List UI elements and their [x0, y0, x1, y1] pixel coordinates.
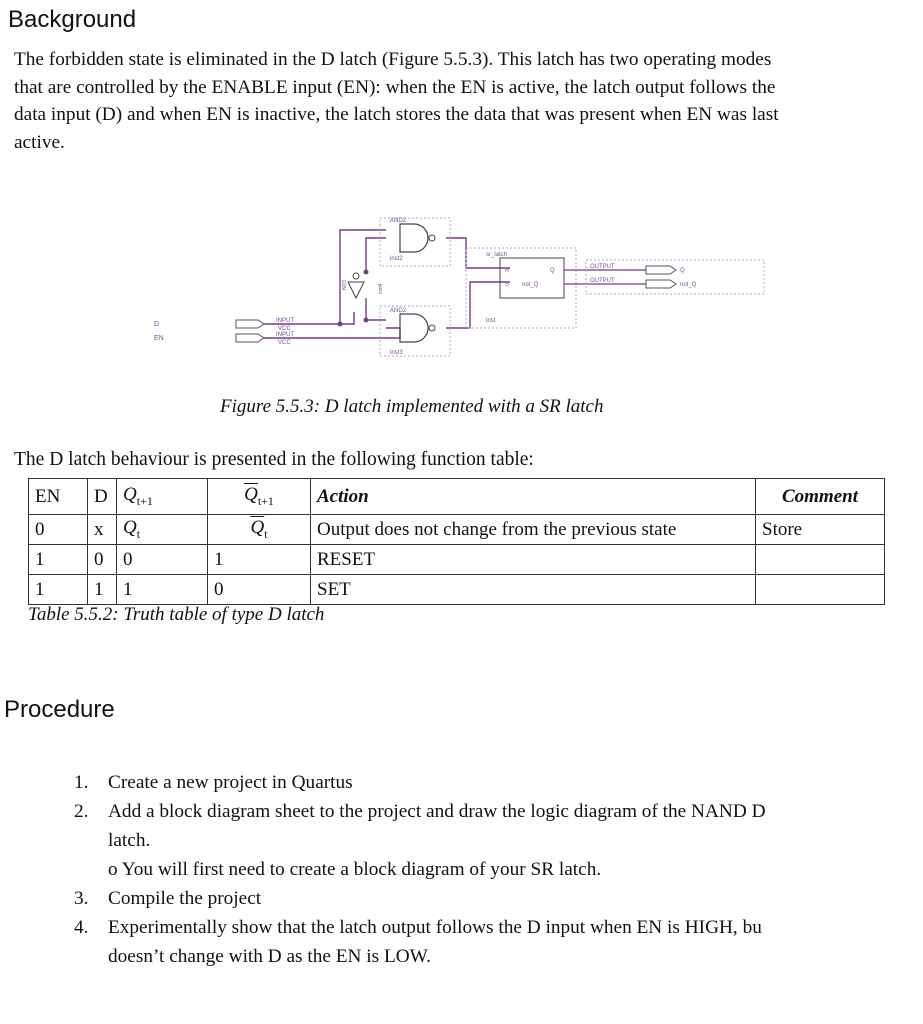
- input-pin-en: [236, 334, 264, 342]
- table-header-row: [29, 479, 885, 515]
- svg-text:INPUT: INPUT: [276, 332, 294, 338]
- procedure-steps: [74, 768, 766, 971]
- svg-text:not_Q: not_Q: [522, 282, 539, 288]
- table-row: 1 0 0 1 RESET: [29, 545, 885, 575]
- para-line-4: active.: [14, 131, 65, 153]
- step-3: 3. Compile the project: [74, 888, 262, 909]
- svg-text:OUTPUT: OUTPUT: [590, 264, 615, 270]
- label-en: EN: [154, 335, 164, 342]
- output-pin-q: [646, 266, 676, 274]
- para-line-2: that are controlled by the ENABLE input (EN): when the EN is active, the latch output follows the: [14, 76, 776, 98]
- step-2-sub: o You will first need to create a block diagram of your SR latch.: [108, 859, 602, 880]
- d-latch-schematic: [150, 210, 770, 360]
- header-q-next: $Q_{t+1}$: [117, 479, 208, 515]
- table-intro: The D latch behaviour is presented in the following function table:: [14, 449, 534, 470]
- background-paragraph: [14, 46, 914, 156]
- svg-text:inst4: inst4: [378, 283, 384, 294]
- not-gate: [348, 282, 364, 298]
- header-q-bar-next: $\overline{Q}_{t+1}$: [208, 479, 311, 515]
- table-row: 1 1 1 0 SET: [29, 575, 885, 605]
- para-line-1: The forbidden state is eliminated in the D latch (Figure 5.5.3). This latch has two operating modes: [14, 49, 772, 70]
- truth-table: [28, 478, 885, 605]
- nand-gate-bottom: [400, 314, 428, 342]
- svg-text:OUTPUT: OUTPUT: [590, 278, 615, 284]
- svg-text:R: R: [505, 268, 510, 274]
- step-2: 2. Add a block diagram sheet to the project and draw the logic diagram of the NAND D latch.: [74, 801, 766, 851]
- svg-text:AND2: AND2: [390, 308, 407, 314]
- step-1: 1. Create a new project in Quartus: [74, 772, 353, 793]
- table-row: 0 x $Q_t$ $\overline{Q}_t$ Output does not change from the previous state Store: [29, 515, 885, 545]
- header-d: D: [88, 479, 117, 515]
- svg-text:VCC: VCC: [278, 340, 291, 346]
- header-en: EN: [29, 479, 88, 515]
- header-comment: Comment: [756, 479, 885, 515]
- para-line-3: data input (D) and when EN is inactive, the latch stores the data that was present when EN was last: [14, 104, 779, 125]
- svg-text:sr_latch: sr_latch: [486, 252, 508, 258]
- procedure-heading: Procedure: [4, 696, 115, 723]
- sr-latch-block: [500, 258, 564, 298]
- header-action: Action: [311, 479, 756, 515]
- output-pin-not-q: [646, 280, 676, 288]
- svg-text:not_Q: not_Q: [680, 282, 697, 288]
- input-pin-d: [236, 320, 264, 328]
- nand-gate-top: [400, 224, 428, 252]
- label-d: D: [154, 321, 160, 328]
- svg-text:Q: Q: [550, 268, 555, 274]
- svg-text:inst: inst: [486, 318, 496, 324]
- figure-caption: Figure 5.5.3: D latch implemented with a SR latch: [220, 396, 604, 417]
- svg-text:S: S: [505, 282, 510, 288]
- svg-text:AND2: AND2: [390, 218, 407, 224]
- step-4: 4. Experimentally show that the latch output follows the D input when EN is HIGH, bu doesn’t change with D as the EN is LOW.: [74, 917, 762, 967]
- table-caption: Table 5.5.2: Truth table of type D latch: [28, 604, 325, 625]
- svg-text:NOT: NOT: [342, 279, 348, 290]
- svg-text:VCC: VCC: [278, 326, 291, 332]
- svg-text:INPUT: INPUT: [276, 318, 294, 324]
- svg-text:inst3: inst3: [390, 350, 403, 356]
- svg-text:Q: Q: [680, 268, 685, 274]
- background-heading: Background: [8, 6, 137, 33]
- svg-text:inst2: inst2: [390, 256, 403, 262]
